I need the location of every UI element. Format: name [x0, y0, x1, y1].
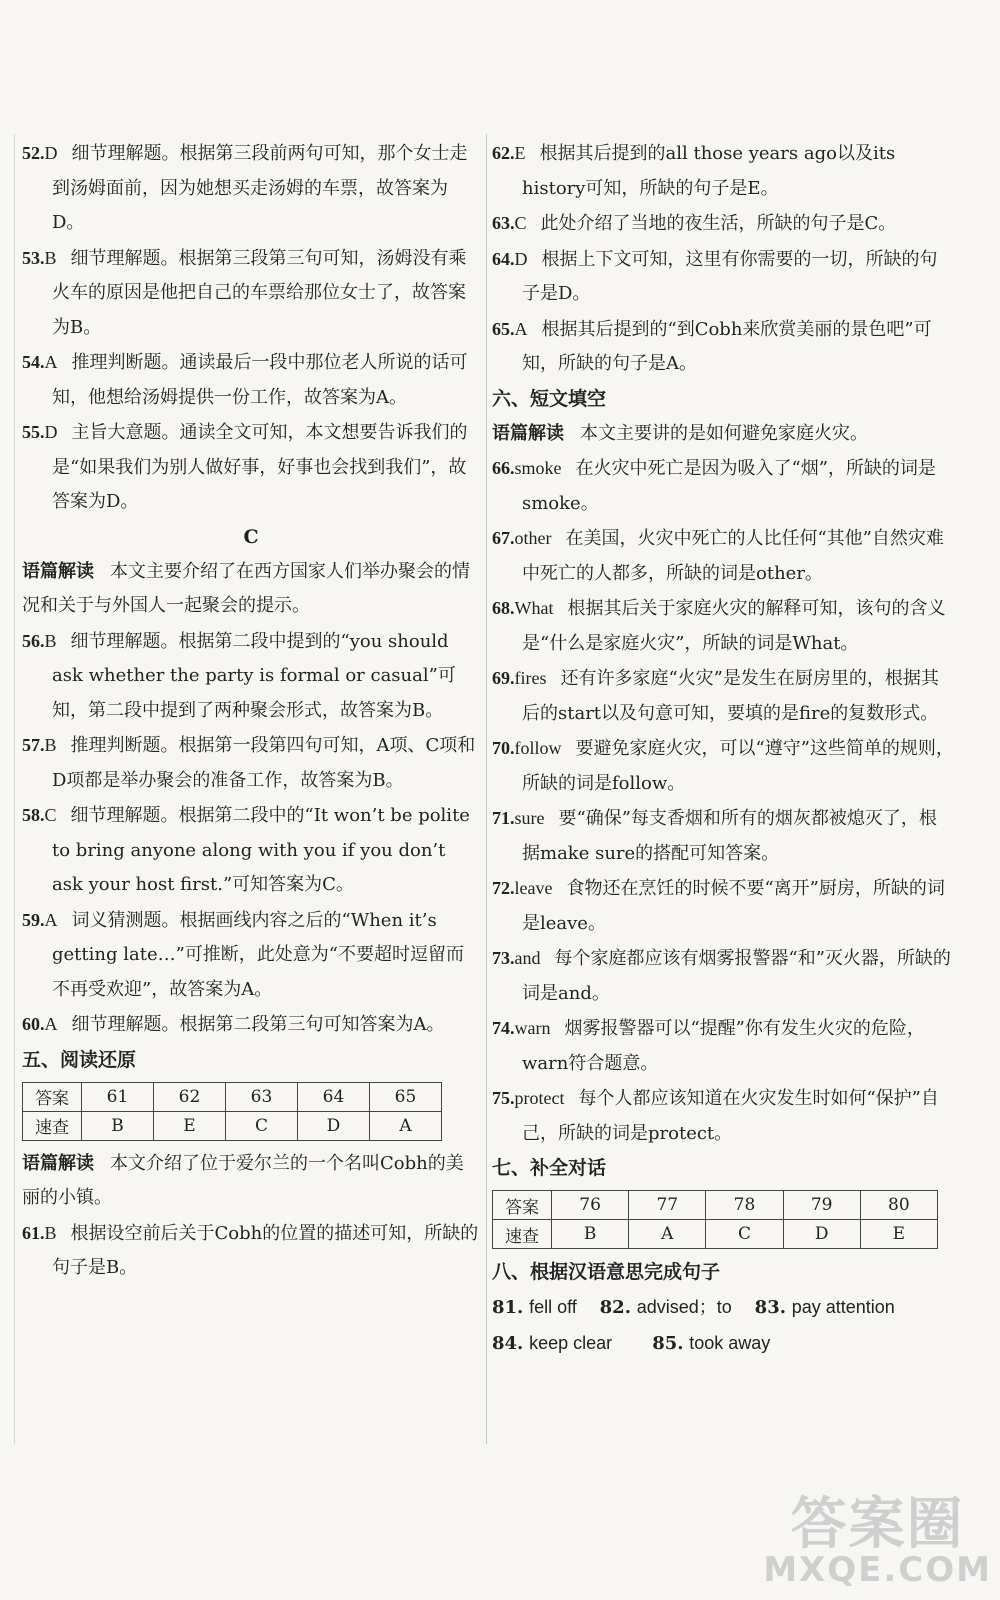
section-8-heading: 八、根据汉语意思完成句子 — [492, 1261, 721, 1283]
answer-item-70: 70.follow 要避免家庭火灾，可以“遵守”这些简单的规则，所缺的词是follow。 — [492, 738, 954, 794]
section-7-heading: 七、补全对话 — [492, 1157, 607, 1179]
answer-item-62: 62.E 根据其后提到的all those years ago以及its history可知，所缺的句子是E。 — [492, 143, 896, 199]
left-column — [22, 136, 480, 1286]
table-cell-num: 63 — [226, 1082, 298, 1111]
answer-item-66: 66.smoke 在火灾中死亡是因为吸入了“烟”，所缺的词是smoke。 — [492, 458, 936, 514]
answer-item-56: 56.B 细节理解题。根据第二段中提到的“you should ask whether the party is formal or casual”可知，第二段中提到了两种聚会形式，故答案为B。 — [22, 630, 456, 721]
answer-item-64: 64.D 根据上下文可知，这里有你需要的一切，所缺的句子是D。 — [492, 248, 938, 304]
table-cell-answer: E — [860, 1220, 937, 1249]
answer-table-61-65 — [22, 1082, 442, 1141]
table-cell-num: 79 — [783, 1191, 860, 1220]
table-cell-answer: D — [298, 1111, 370, 1140]
right-column — [492, 136, 954, 1361]
answer-item-53: 53.B 细节理解题。根据第三段第三句可知，汤姆没有乘火车的原因是他把自己的车票给那位女士了，故答案为B。 — [22, 247, 467, 338]
table-cell-answer: B — [82, 1111, 154, 1140]
reading-summary-5: 语篇解读 本文介绍了位于爱尔兰的一个名叫Cobh的美丽的小镇。 — [22, 1152, 464, 1208]
section-6-heading: 六、短文填空 — [492, 387, 607, 410]
answer-item-74: 74.warn 烟雾报警器可以“提醒”你有发生火灾的危险，warn符合题意。 — [492, 1018, 925, 1074]
answer-item-67: 67.other 在美国，火灾中死亡的人比任何“其他”自然灾难中死亡的人都多，所缺的词是other。 — [492, 528, 944, 584]
table-header-answer: 答案 — [23, 1082, 82, 1111]
answer-item-52: 52.D 细节理解题。根据第三段前两句可知，那个女士走到汤姆面前，因为她想买走汤姆的车票，故答案为D。 — [22, 143, 468, 233]
table-cell-answer: B — [552, 1220, 629, 1249]
answer-item-63: 63.C 此处介绍了当地的夜生活，所缺的句子是C。 — [492, 213, 897, 234]
table-cell-answer: D — [783, 1220, 860, 1249]
answer-item-75: 75.protect 每个人都应该知道在火灾发生时如何“保护”自己，所缺的词是protect。 — [492, 1088, 939, 1144]
answer-line-81-83: 81. fell off 82. advised；to 83. pay attention — [492, 1297, 895, 1318]
table-cell-answer: E — [154, 1111, 226, 1140]
table-cell-num: 64 — [298, 1082, 370, 1111]
answer-item-71: 71.sure 要“确保”每支香烟和所有的烟灰都被熄灭了，根据make sure的搭配可知答案。 — [492, 808, 937, 864]
table-header-check: 速查 — [23, 1111, 82, 1140]
table-cell-answer: A — [629, 1220, 706, 1249]
left-margin-rule — [14, 134, 15, 1444]
column-divider — [486, 134, 487, 1444]
answer-item-65: 65.A 根据其后提到的“到Cobh来欣赏美丽的景色吧”可知，所缺的句子是A。 — [492, 318, 932, 374]
table-cell-num: 78 — [706, 1191, 783, 1220]
answer-table-76-80 — [492, 1190, 938, 1249]
answer-item-73: 73.and 每个家庭都应该有烟雾报警器“和”灭火器，所缺的词是and。 — [492, 948, 951, 1004]
table-cell-num: 76 — [552, 1191, 629, 1220]
answer-item-57: 57.B 推理判断题。根据第一段第四句可知，A项、C项和D项都是举办聚会的准备工作，故答案为B。 — [22, 735, 476, 791]
table-header-check: 速查 — [493, 1220, 552, 1249]
answer-item-55: 55.D 主旨大意题。通读全文可知，本文想要告诉我们的是“如果我们为别人做好事，好事也会找到我们”，故答案为D。 — [22, 422, 468, 512]
answer-item-61: 61.B 根据设空前后关于Cobh的位置的描述可知，所缺的句子是B。 — [22, 1222, 479, 1278]
table-cell-answer: C — [706, 1220, 783, 1249]
answer-item-60: 60.A 细节理解题。根据第二段第三句可知答案为A。 — [22, 1014, 445, 1035]
table-cell-answer: C — [226, 1111, 298, 1140]
answer-item-58: 58.C 细节理解题。根据第二段中的“It won’t be polite to bring anyone along with you if you don’t ask your host first.”可知答案为C。 — [22, 805, 470, 895]
watermark: 答案圈 MXQE.COM — [763, 1492, 992, 1590]
answer-item-69: 69.fires 还有许多家庭“火灾”是发生在厨房里的，根据其后的start以及句意可知，要填的是fire的复数形式。 — [492, 668, 939, 724]
reading-summary-c: 语篇解读 本文主要介绍了在西方国家人们举办聚会的情况和关于与外国人一起聚会的提示。 — [22, 560, 470, 616]
table-cell-num: 77 — [629, 1191, 706, 1220]
table-cell-num: 62 — [154, 1082, 226, 1111]
table-cell-num: 61 — [82, 1082, 154, 1111]
answer-item-59: 59.A 词义猜测题。根据画线内容之后的“When it’s getting late…”可推断，此处意为“不要超时逗留而不再受欢迎”，故答案为A。 — [22, 909, 465, 1000]
answer-item-54: 54.A 推理判断题。通读最后一段中那位老人所说的话可知，他想给汤姆提供一份工作，故答案为A。 — [22, 352, 468, 408]
section-5-heading: 五、阅读还原 — [22, 1048, 137, 1071]
answer-item-72: 72.leave 食物还在烹饪的时候不要“离开”厨房，所缺的词是leave。 — [492, 878, 945, 934]
table-cell-answer: A — [370, 1111, 442, 1140]
answer-line-84-85: 84. keep clear 85. took away — [492, 1332, 771, 1354]
reading-summary-6: 语篇解读 本文主要讲的是如何避免家庭火灾。 — [492, 422, 868, 444]
section-c-heading: C — [243, 525, 259, 548]
table-cell-num: 65 — [370, 1082, 442, 1111]
table-cell-num: 80 — [860, 1191, 937, 1220]
answer-item-68: 68.What 根据其后关于家庭火灾的解释可知，该句的含义是“什么是家庭火灾”，所缺的词是What。 — [492, 598, 946, 654]
table-header-answer: 答案 — [493, 1191, 552, 1220]
